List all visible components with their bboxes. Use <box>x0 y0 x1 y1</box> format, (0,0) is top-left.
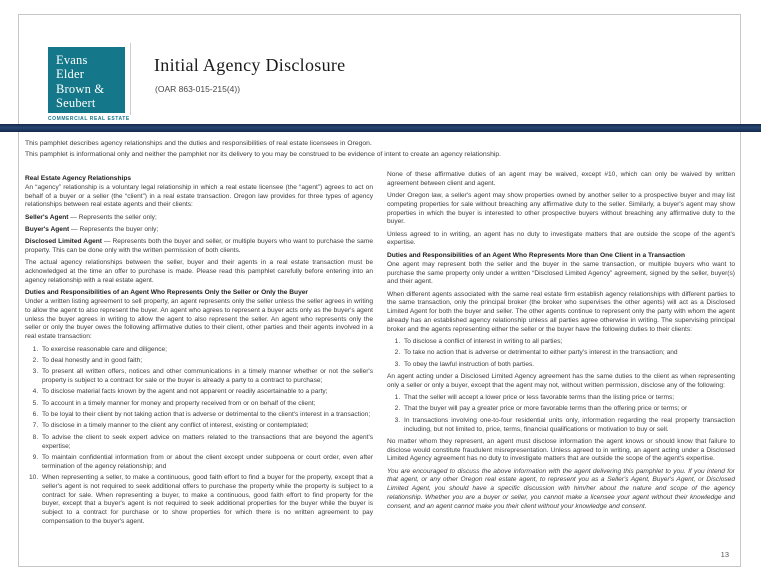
section-heading-single-client-duties: Duties and Responsibilities of an Agent Who Represents Only the Seller or Only the Buyer <box>25 289 308 297</box>
list-item: 2. To take no action that is adverse or detrimental to either party's interest in the transaction; and <box>402 349 735 358</box>
paragraph-no-matter: No matter whom they represent, an agent must disclose information the agent knows or should know that failure to disclose would constitute fraudulent misrepresentation. Unless agreed to in writing, an agent acting under a Disclosed Limited Agency agreement has no duty to investigate matters that are outside the scope of the agent's expertise. <box>387 437 735 463</box>
paragraph-agency-definition: An “agency” relationship is a voluntary legal relationship in which a real estate licensee (the “agent”) agrees to act on behalf of a buyer or a seller (the “client”) in a real estate transaction. Oregon law provides for three types of agency relationships between real estate agents and their clients: <box>25 183 373 209</box>
section-heading-agency-relationships: Real Estate Agency Relationships <box>25 175 132 182</box>
section-heading-multiple-client-duties: Duties and Responsibilities of an Agent Who Represents More than One Client in a Transaction <box>387 252 685 260</box>
body-columns <box>25 171 735 548</box>
paragraph-waiver: None of these affirmative duties of an agent may be waived, except #10, which can only be waived by written agreement between client and agent. <box>387 171 735 187</box>
logo-line: Seubert <box>56 96 96 111</box>
definition-term: Seller's Agent <box>25 213 69 221</box>
definition-description: — Represents both the buyer and seller, or multiple buyers who want to purchase the same property. This can be done only with the written permission of both clients. <box>25 238 373 254</box>
page-subtitle: (OAR 863-015-215(4)) <box>155 84 241 94</box>
right-column <box>387 171 735 548</box>
list-item: 1. That the seller will accept a lower price or less favorable terms than the listing price or terms; <box>402 394 735 403</box>
logo-line: Evans <box>56 53 88 67</box>
list-item: 1. To exercise reasonable care and diligence; <box>40 346 373 355</box>
list-item: 3. To present all written offers, notices and other communications in a timely manner whether or not the seller's property is subject to a contract for sale or the buyer is already a party to a contract to purchase; <box>40 368 373 386</box>
logo-line: Brown & <box>56 81 105 96</box>
intro-text <box>25 139 734 161</box>
paragraph-closing-notice: You are encouraged to discuss the above information with the agent delivering this pamphlet to you. If you intend for that agent, or any other Oregon real estate agent, to represent you as a Seller's Agent, Buyer's Agent, or Disclosed Limited Agent, you should have a specific discussion with him/her about the nature and scope of the agency relationship. Whether you are a buyer or seller, you cannot make a licensee your agent without their knowledge and consent, and an agent cannot make you their client without your knowledge and consent. <box>387 467 735 510</box>
paragraph-different-agents: When different agents associated with the same real estate firm establish agency relationships with different parties to the same transaction, only the principal broker (the broker who supervises the other agents) will act as a Disclosed Limited Agent for both the buyer and seller. The other agents continue to represent only the party with whom the agent already has an established agency relationship unless all parties agree otherwise in writing. The supervising principal broker and the agents representing either the seller or the buyer have the following duties to their clients: <box>387 290 735 333</box>
intro-line-2: This pamphlet is informational only and neither the pamphlet nor its delivery to you may be construed to be evidence of intent to create an agency relationship. <box>25 150 502 158</box>
definition-description: — Represents the buyer only; <box>69 225 159 233</box>
list-item: 1. To disclose a conflict of interest in writing to all parties; <box>402 338 735 347</box>
list-item: 10. When representing a seller, to make a continuous, good faith effort to find a buyer for the property, except that a seller's agent is not required to seek additional offers to purchase the property while the property is subject to a contract for sale. When representing a buyer, to make a continuous, good faith effort to find property for the buyer, except that a buyer's agent is not required to seek additional properties for the buyer while the buyer is subject to a contract for purchase or to show properties for which there is no written agreement to pay compensation to the buyer's agent. <box>40 474 373 527</box>
paragraph-listing-agreement: Under a written listing agreement to sell property, an agent represents only the seller unless the seller agrees in writing to allow the agent to also represent the buyer. An agent who agrees to represent a buyer acts only as the buyer's agent unless the buyer agrees in writing to allow the agent to also represent the seller. An agent who represents only the seller or only the buyer owes the following affirmative duties to their client, other parties and their agents involved in a real estate transaction: <box>25 298 373 341</box>
page-title: Initial Agency Disclosure <box>154 55 346 75</box>
paragraph-show-properties: Under Oregon law, a seller's agent may show properties owned by another seller to a prospective buyer and may list competing properties for sale without breaching any affirmative duty to the seller. Similarly, a buyer's agent may show properties in which the buyer is interested to other prospective buyers without breaching any affirmative duty to the buyer. <box>387 192 735 226</box>
disclosure-items-list <box>387 394 735 434</box>
duties-list <box>25 346 373 527</box>
pamphlet-page <box>18 14 741 567</box>
logo-line: Elder <box>56 67 85 82</box>
list-item: 3. To obey the lawful instruction of both parties. <box>402 361 735 370</box>
paragraph-acknowledgement: The actual agency relationships between the seller, buyer and their agents in a real estate transaction must be acknowledged at the time an offer to purchase is made. Please read this pamphlet carefully before entering into an agency relationship with a real estate agent. <box>25 259 373 284</box>
list-item: 2. To deal honestly and in good faith; <box>40 357 373 366</box>
list-item: 2. That the buyer will pay a greater price or more favorable terms than the offering price or terms; or <box>402 405 735 414</box>
paragraph-one-agent: One agent may represent both the seller and the buyer in the same transaction, or multiple buyers who want to purchase the same property only under a written “Disclosed Limited Agency” agreement, signed by the seller, buyer(s) and their agent. <box>387 260 735 286</box>
client-duties-list <box>387 338 735 369</box>
header-rule-bar <box>0 124 761 132</box>
logo-tagline: COMMERCIAL REAL ESTATE <box>48 116 130 122</box>
list-item: 4. To disclose material facts known by the agent and not apparent or readily ascertainable to a party; <box>40 388 373 397</box>
header-divider <box>130 43 131 115</box>
list-item: 6. To be loyal to their client by not taking action that is adverse or detrimental to the client's interest in a transaction; <box>40 411 373 420</box>
definition-buyers-agent <box>25 226 373 235</box>
list-item: 8. To advise the client to seek expert advice on matters related to the transactions that are beyond the agent's expertise; <box>40 434 373 452</box>
list-item: 3. In transactions involving one-to-four residential units only, information regarding the real property transaction including, but not limited to, price, terms, financial qualifications or motivation to buy or sell. <box>402 417 735 435</box>
list-item: 9. To maintain confidential information from or about the client except under subpoena or court order, even after termination of the agency relationship; and <box>40 454 373 472</box>
definition-term: Buyer's Agent <box>25 225 70 233</box>
paragraph-investigate: Unless agreed to in writing, an agent has no duty to investigate matters that are outside the scope of the agent's expertise. <box>387 230 735 247</box>
list-item: 5. To account in a timely manner for money and property received from or on behalf of the client; <box>40 400 373 409</box>
page-number: 13 <box>720 550 729 559</box>
paragraph-dla: An agent acting under a Disclosed Limited Agency agreement has the same duties to the client as when representing only a seller or only a buyer, except that the agent may not, without written permission, disclose any of the following: <box>387 373 735 389</box>
left-column <box>25 171 373 548</box>
definition-disclosed-limited-agent <box>25 238 373 256</box>
company-logo <box>48 47 125 113</box>
list-item: 7. To disclose in a timely manner to the client any conflict of interest, existing or contemplated; <box>40 422 373 431</box>
definition-term: Disclosed Limited Agent <box>25 238 102 246</box>
definition-sellers-agent <box>25 214 373 223</box>
intro-line-1: This pamphlet describes agency relationships and the duties and responsibilities of real estate licensees in Oregon. <box>25 140 372 147</box>
definition-description: — Represents the seller only; <box>68 213 157 221</box>
